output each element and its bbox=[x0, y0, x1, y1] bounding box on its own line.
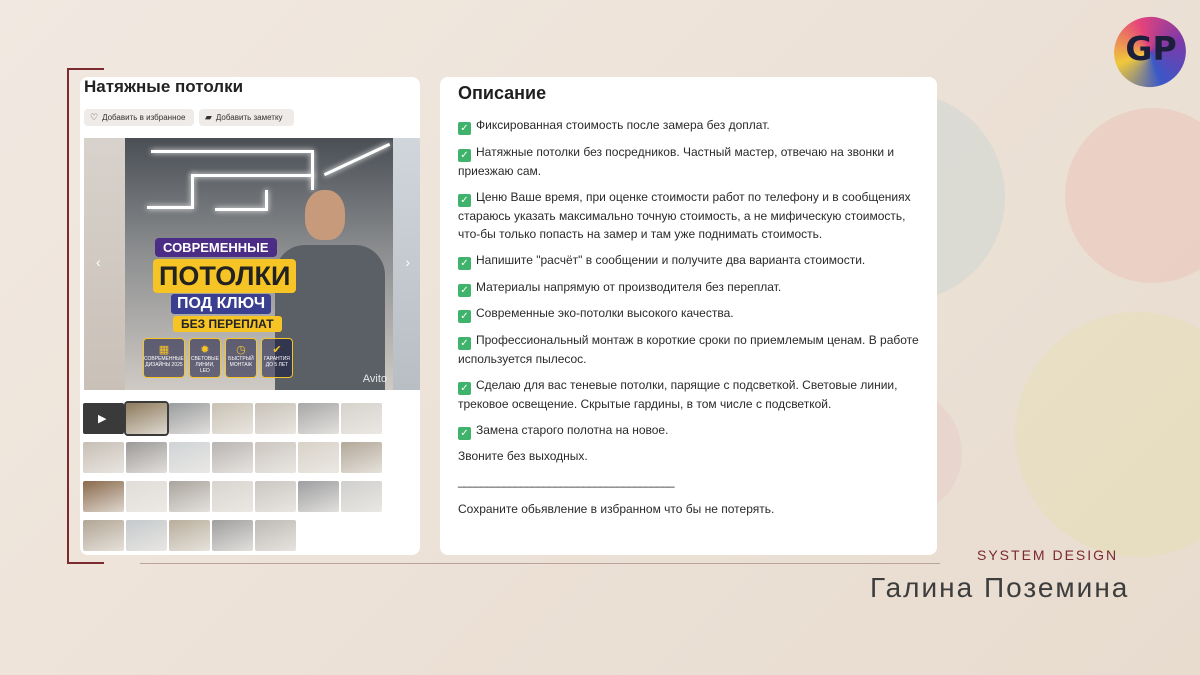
photo-thumbnail[interactable] bbox=[255, 481, 296, 512]
description-item bbox=[458, 304, 919, 323]
gp-logo bbox=[1114, 17, 1186, 87]
photo-thumbnail[interactable] bbox=[255, 520, 296, 551]
photo-thumbnail[interactable] bbox=[126, 442, 167, 473]
checkmark-icon: ✓ bbox=[458, 310, 471, 323]
description-footer: Сохраните обьявление в избранном что бы не потерять. bbox=[458, 501, 775, 516]
play-icon: ▶ bbox=[98, 413, 107, 425]
logo-text: GP bbox=[1125, 29, 1177, 68]
description-card bbox=[440, 77, 937, 555]
checkmark-icon: ✓ bbox=[458, 149, 471, 162]
description-footer: Звоните без выходных. bbox=[458, 449, 588, 464]
photo-thumbnail[interactable] bbox=[126, 481, 167, 512]
photo-thumbnail[interactable] bbox=[341, 442, 382, 473]
photo-thumbnail[interactable] bbox=[212, 403, 253, 434]
description-item bbox=[458, 421, 919, 440]
add-favorite-button[interactable] bbox=[84, 109, 194, 126]
photo-thumbnail[interactable] bbox=[83, 442, 124, 473]
description-item bbox=[458, 251, 919, 270]
checkmark-icon: ✓ bbox=[458, 257, 471, 270]
brand-label: SYSTEM DESIGN bbox=[977, 547, 1119, 563]
description-item-text: Натяжные потолки без посредников. Частный мастер, отвечаю на звонки и приезжаю сам. bbox=[458, 144, 895, 178]
heart-icon: ♡ bbox=[90, 112, 99, 122]
description-item-text: Современные эко-потолки высокого качества. bbox=[476, 306, 734, 321]
note-icon: ▰ bbox=[205, 112, 212, 122]
description-title: Описание bbox=[458, 83, 547, 103]
add-favorite-label: Добавить в избранное bbox=[102, 113, 186, 122]
photo-thumbnail[interactable] bbox=[126, 403, 167, 434]
checkmark-icon: ✓ bbox=[458, 382, 471, 395]
description-item-text: Замена старого полотна на новое. bbox=[476, 422, 669, 437]
description-item-text: Фиксированная стоимость после замера без доплат. bbox=[476, 118, 770, 132]
ad-feature: ◷ БЫСТРЫЙ МОНТАЖ bbox=[225, 338, 257, 378]
photo-thumbnail[interactable] bbox=[341, 481, 382, 512]
ad-feature: ▦ СОВРЕМЕННЫЕ ДИЗАЙНЫ 2025 bbox=[143, 338, 185, 378]
divider-line bbox=[140, 563, 940, 564]
description-item bbox=[458, 376, 919, 414]
description-item bbox=[458, 188, 919, 244]
add-note-button[interactable] bbox=[199, 109, 294, 126]
photo-thumbnail[interactable] bbox=[169, 442, 210, 473]
photo-thumbnail[interactable] bbox=[298, 403, 339, 434]
checkmark-icon: ✓ bbox=[458, 284, 471, 297]
add-note-label: Добавить заметку bbox=[215, 113, 283, 122]
description-item bbox=[458, 331, 919, 369]
ad-headline: БЕЗ ПЕРЕПЛАТ bbox=[173, 316, 282, 332]
description-item-text: Напишите "расчёт" в сообщении и получите два варианта стоимости. bbox=[476, 253, 866, 268]
description-separator: ______________________________________ bbox=[458, 473, 674, 488]
checkmark-icon: ✓ bbox=[458, 122, 471, 135]
decor-circle bbox=[1015, 312, 1200, 557]
photo-thumbnail[interactable] bbox=[169, 520, 210, 551]
ad-headline: ПОД КЛЮЧ bbox=[171, 294, 271, 314]
description-item bbox=[458, 143, 919, 181]
listing-title: Натяжные потолки bbox=[84, 77, 244, 96]
avito-watermark: Avito bbox=[362, 373, 387, 385]
photo-thumbnail[interactable] bbox=[212, 442, 253, 473]
description-list bbox=[458, 116, 919, 440]
photo-gallery[interactable] bbox=[84, 138, 420, 390]
photo-thumbnail[interactable] bbox=[212, 481, 253, 512]
description-item-text: Ценю Ваше время, при оценке стоимости работ по телефону и в сообщениях стараюсь указать максимально точную стоимость, а не мифическую стоимость, что-бы только попасть на замер и там уже поднимать стоимость. bbox=[458, 189, 911, 242]
photo-thumbnail[interactable] bbox=[298, 442, 339, 473]
ad-headline: ПОТОЛКИ bbox=[153, 259, 296, 293]
photo-thumbnail[interactable] bbox=[212, 520, 253, 551]
chevron-left-icon[interactable]: ‹ bbox=[96, 254, 101, 270]
ad-headline: СОВРЕМЕННЫЕ bbox=[155, 238, 277, 257]
video-thumbnail[interactable] bbox=[83, 403, 124, 434]
ad-feature: ✹ СВЕТОВЫЕ ЛИНИИ, LED bbox=[189, 338, 221, 378]
checkmark-icon: ✓ bbox=[458, 194, 471, 207]
photo-thumbnail[interactable] bbox=[126, 520, 167, 551]
description-item bbox=[458, 116, 919, 135]
checkmark-icon: ✓ bbox=[458, 337, 471, 350]
photo-thumbnail[interactable] bbox=[83, 481, 124, 512]
main-photo bbox=[125, 138, 393, 390]
photo-thumbnail[interactable] bbox=[169, 403, 210, 434]
photo-thumbnail[interactable] bbox=[255, 403, 296, 434]
listing-card bbox=[80, 77, 420, 555]
ad-feature: ✔ ГАРАНТИЯ ДО 5 ЛЕТ bbox=[261, 338, 293, 378]
description-item bbox=[458, 278, 919, 297]
description-item-text: Профессиональный монтаж в короткие сроки по приемлемым ценам. В работе используется пылесос. bbox=[458, 332, 919, 366]
photo-thumbnail[interactable] bbox=[255, 442, 296, 473]
ad-feature-row bbox=[143, 338, 293, 378]
checkmark-icon: ✓ bbox=[458, 427, 471, 440]
photo-thumbnail[interactable] bbox=[298, 481, 339, 512]
description-item-text: Сделаю для вас теневые потолки, парящие с подсветкой. Световые линии, трековое освещение. Скрытые гардины, в том числе с подсветкой. bbox=[458, 377, 898, 411]
thumbnail-grid bbox=[83, 403, 413, 551]
description-item-text: Материалы напрямую от производителя без переплат. bbox=[476, 279, 782, 294]
decor-circle bbox=[1065, 108, 1200, 283]
photo-thumbnail[interactable] bbox=[83, 520, 124, 551]
author-name: Галина Поземина bbox=[870, 572, 1130, 603]
photo-thumbnail[interactable] bbox=[169, 481, 210, 512]
chevron-right-icon[interactable]: › bbox=[405, 254, 410, 270]
photo-thumbnail[interactable] bbox=[341, 403, 382, 434]
